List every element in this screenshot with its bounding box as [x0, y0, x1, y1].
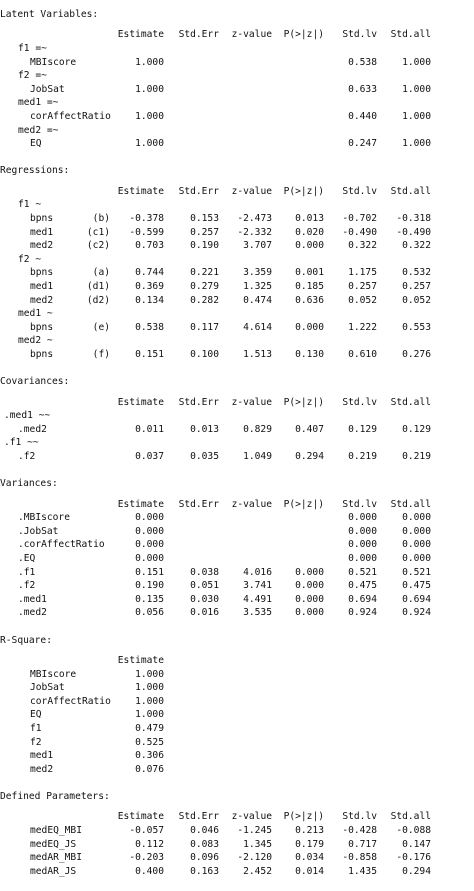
section-title: [0, 164, 474, 177]
cell-value: -2.120: [237, 852, 272, 864]
cell-value: 0.322: [402, 240, 431, 252]
cell-value: 0.276: [402, 349, 431, 360]
row-label: (e): [92, 321, 110, 333]
row-name: .med1: [18, 593, 47, 605]
cell-value: 0.190: [135, 580, 164, 592]
row-label: (c1): [86, 226, 110, 238]
table-row: [0, 239, 474, 252]
cell-value: -0.057: [129, 825, 164, 836]
table-row: [0, 579, 474, 592]
cell-value: -0.702: [342, 213, 377, 224]
cell-value: 0.037: [135, 451, 164, 462]
column-header: Std.lv: [342, 185, 377, 197]
table-row: [0, 525, 474, 538]
cell-value: 0.051: [190, 580, 219, 592]
cell-value: 0.001: [295, 267, 324, 279]
cell-value: 1.000: [135, 111, 164, 122]
cell-value: 4.016: [243, 566, 272, 578]
cell-value: 0.717: [348, 838, 377, 850]
table-row: [0, 83, 474, 96]
table-row: [0, 56, 474, 69]
group-header-row: [0, 307, 474, 320]
row-name: f1: [30, 723, 42, 734]
row-name: bpns: [30, 267, 54, 279]
row-name: MBIscore: [30, 668, 77, 680]
cell-value: 0.829: [243, 423, 272, 435]
cell-value: 0.474: [243, 294, 272, 306]
cell-value: 0.521: [402, 566, 431, 578]
cell-value: 0.117: [190, 321, 219, 333]
cell-value: -1.245: [237, 825, 272, 836]
row-name: .f2: [18, 580, 36, 592]
row-name: med2: [30, 240, 54, 252]
cell-value: 0.000: [135, 539, 164, 551]
table-row: [0, 110, 474, 123]
row-name: medAR_MBI: [30, 852, 82, 864]
table-row: [0, 722, 474, 735]
cell-value: 1.000: [135, 682, 164, 694]
cell-value: -0.176: [396, 852, 431, 864]
cell-value: 0.096: [190, 852, 219, 864]
row-name: f2: [30, 736, 42, 748]
row-name: f2 =~: [18, 70, 47, 82]
row-name: .MBIscore: [18, 512, 70, 524]
cell-value: 0.294: [295, 451, 324, 462]
column-header: z-value: [231, 185, 272, 197]
row-name: .med1 ~~: [4, 410, 51, 422]
column-header: Std.all: [390, 29, 431, 41]
cell-value: 0.000: [295, 607, 324, 619]
cell-value: 1.000: [135, 138, 164, 150]
column-header-row: [0, 810, 474, 823]
cell-value: 1.345: [243, 838, 272, 850]
cell-value: 0.052: [348, 294, 377, 306]
table-row: [0, 593, 474, 606]
row-name: medEQ_MBI: [30, 825, 82, 836]
column-header-row: [0, 654, 474, 667]
cell-value: 0.000: [295, 321, 324, 333]
cell-value: 3.359: [243, 267, 272, 279]
row-name: medAR_JS: [30, 865, 77, 877]
cell-value: 0.369: [135, 281, 164, 292]
row-name: med1: [30, 281, 54, 292]
row-name: f2 ~: [18, 253, 42, 265]
cell-value: 0.083: [190, 838, 219, 850]
group-header-row: [0, 42, 474, 55]
row-name: med1: [30, 226, 54, 238]
cell-value: 1.435: [348, 865, 377, 877]
cell-value: 0.219: [348, 451, 377, 462]
cell-value: 0.475: [402, 580, 431, 592]
cell-value: 0.538: [348, 56, 377, 68]
cell-value: 0.046: [190, 825, 219, 836]
row-name: .med2: [18, 423, 47, 435]
table-row: [0, 212, 474, 225]
cell-value: 0.924: [402, 607, 431, 619]
group-header-row: [0, 334, 474, 347]
cell-value: 0.440: [348, 111, 377, 122]
cell-value: 0.000: [402, 539, 431, 551]
column-header: Estimate: [117, 498, 164, 510]
column-header: Estimate: [117, 396, 164, 408]
cell-value: 2.452: [243, 865, 272, 877]
row-name: med1: [30, 750, 54, 762]
cell-value: 0.000: [295, 593, 324, 605]
section-title: [0, 790, 474, 803]
cell-value: 0.282: [190, 294, 219, 306]
section-title: [0, 8, 474, 21]
table-row: [0, 226, 474, 239]
cell-value: 1.325: [243, 281, 272, 292]
cell-value: 0.100: [190, 349, 219, 360]
cell-value: 1.000: [135, 668, 164, 680]
table-row: [0, 423, 474, 436]
cell-value: 0.475: [348, 580, 377, 592]
cell-value: 0.056: [135, 607, 164, 619]
cell-value: 1.000: [402, 56, 431, 68]
row-label: (b): [92, 213, 110, 224]
cell-value: -0.088: [396, 825, 431, 836]
cell-value: 0.000: [135, 553, 164, 564]
cell-value: 0.030: [190, 593, 219, 605]
row-name: med1 ~: [18, 308, 53, 320]
row-name: .EQ: [18, 553, 36, 564]
cell-value: 0.000: [135, 512, 164, 524]
row-label: (d2): [86, 294, 110, 306]
column-header-row: [0, 185, 474, 198]
cell-value: 0.532: [402, 267, 431, 279]
cell-value: 0.135: [135, 593, 164, 605]
cell-value: 0.257: [402, 281, 431, 292]
cell-value: 1.000: [402, 83, 431, 95]
section-title: [0, 477, 474, 490]
cell-value: 4.614: [243, 321, 272, 333]
cell-value: 3.741: [243, 580, 272, 592]
table-row: [0, 552, 474, 565]
column-header: Estimate: [117, 811, 164, 823]
cell-value: 0.151: [135, 349, 164, 360]
row-name: JobSat: [30, 682, 65, 694]
cell-value: 0.538: [135, 321, 164, 333]
cell-value: 0.306: [135, 750, 164, 762]
cell-value: -0.490: [342, 226, 377, 238]
cell-value: 0.034: [295, 852, 324, 864]
column-header-row: [0, 498, 474, 511]
cell-value: 0.400: [135, 865, 164, 877]
cell-value: 0.257: [348, 281, 377, 292]
column-header: Std.Err: [178, 811, 219, 823]
column-header: z-value: [231, 811, 272, 823]
row-name: f1 =~: [18, 43, 47, 54]
cell-value: 1.000: [402, 138, 431, 150]
table-row: [0, 511, 474, 524]
column-header: z-value: [231, 396, 272, 408]
cell-value: -0.318: [396, 213, 431, 224]
table-row: [0, 294, 474, 307]
table-row: [0, 838, 474, 851]
column-header: Std.Err: [178, 29, 219, 41]
cell-value: 0.000: [348, 525, 377, 537]
column-header: Estimate: [117, 185, 164, 197]
group-header-row: [0, 409, 474, 422]
cell-value: 0.112: [135, 838, 164, 850]
table-row: [0, 736, 474, 749]
row-name: EQ: [30, 138, 42, 150]
row-name: corAffectRatio: [30, 111, 111, 122]
table-row: [0, 749, 474, 762]
column-header: P(>|z|): [283, 396, 324, 408]
column-header: Std.Err: [178, 498, 219, 510]
group-header-row: [0, 69, 474, 82]
cell-value: 0.553: [402, 321, 431, 333]
cell-value: 1.000: [135, 56, 164, 68]
table-row: [0, 668, 474, 681]
table-row: [0, 763, 474, 776]
cell-value: -0.378: [129, 213, 164, 224]
column-header: Std.all: [390, 396, 431, 408]
column-header: P(>|z|): [283, 29, 324, 41]
cell-value: 1.000: [135, 83, 164, 95]
cell-value: 0.610: [348, 349, 377, 360]
row-name: med2: [30, 294, 54, 306]
cell-value: 0.000: [295, 580, 324, 592]
cell-value: 0.294: [402, 865, 431, 877]
table-row: [0, 695, 474, 708]
column-header: Std.lv: [342, 498, 377, 510]
table-row: [0, 137, 474, 150]
cell-value: 1.000: [402, 111, 431, 122]
row-label: (f): [92, 349, 110, 360]
row-name: .med2: [18, 607, 47, 619]
cell-value: 0.703: [135, 240, 164, 252]
cell-value: 0.147: [402, 838, 431, 850]
column-header: Std.lv: [342, 29, 377, 41]
cell-value: 0.000: [295, 566, 324, 578]
row-name: bpns: [30, 213, 54, 224]
row-label: (d1): [86, 281, 110, 292]
cell-value: -0.858: [342, 852, 377, 864]
cell-value: 0.000: [402, 553, 431, 564]
cell-value: 0.694: [348, 593, 377, 605]
row-name: EQ: [30, 709, 42, 721]
cell-value: 0.000: [348, 553, 377, 564]
cell-value: 0.000: [402, 525, 431, 537]
row-name: med2 ~: [18, 335, 53, 347]
cell-value: 0.013: [190, 423, 219, 435]
column-header: P(>|z|): [283, 498, 324, 510]
group-header-row: [0, 96, 474, 109]
cell-value: 0.011: [135, 423, 164, 435]
cell-value: 0.163: [190, 865, 219, 877]
row-name: med1 =~: [18, 97, 59, 109]
group-header-row: [0, 253, 474, 266]
table-row: [0, 348, 474, 361]
cell-value: 4.491: [243, 593, 272, 605]
row-name: .corAffectRatio: [18, 539, 105, 551]
cell-value: -0.599: [129, 226, 164, 238]
column-header: Std.Err: [178, 185, 219, 197]
row-name: med2 =~: [18, 124, 59, 136]
column-header: z-value: [231, 498, 272, 510]
row-name: .JobSat: [18, 525, 59, 537]
row-name: f1 ~: [18, 199, 42, 211]
table-row: [0, 266, 474, 279]
cell-value: 0.134: [135, 294, 164, 306]
cell-value: 0.185: [295, 281, 324, 292]
section-title-text: Defined Parameters:: [0, 791, 110, 802]
cell-value: 3.707: [243, 240, 272, 252]
section-title-text: Variances:: [0, 478, 58, 490]
cell-value: 0.076: [135, 763, 164, 775]
section-title: [0, 634, 474, 647]
cell-value: 0.153: [190, 213, 219, 224]
table-row: [0, 450, 474, 463]
table-row: [0, 280, 474, 293]
cell-value: 0.035: [190, 451, 219, 462]
row-name: corAffectRatio: [30, 695, 111, 707]
cell-value: 0.636: [295, 294, 324, 306]
cell-value: 0.000: [295, 240, 324, 252]
cell-value: 0.000: [348, 539, 377, 551]
cell-value: 0.279: [190, 281, 219, 292]
row-name: JobSat: [30, 83, 65, 95]
cell-value: 0.000: [135, 525, 164, 537]
cell-value: 0.407: [295, 423, 324, 435]
cell-value: 0.744: [135, 267, 164, 279]
table-row: [0, 865, 474, 878]
row-name: med2: [30, 763, 54, 775]
row-name: bpns: [30, 349, 54, 360]
row-name: .f1 ~~: [4, 437, 39, 449]
row-name: .f1: [18, 566, 36, 578]
section-title: [0, 375, 474, 388]
cell-value: 1.000: [135, 695, 164, 707]
row-name: medEQ_JS: [30, 838, 77, 850]
cell-value: 3.535: [243, 607, 272, 619]
row-label: (a): [92, 267, 110, 279]
cell-value: 1.222: [348, 321, 377, 333]
row-name: .f2: [18, 451, 36, 462]
group-header-row: [0, 198, 474, 211]
cell-value: 0.020: [295, 226, 324, 238]
cell-value: 0.213: [295, 825, 324, 836]
row-label: (c2): [86, 240, 110, 252]
column-header: Std.lv: [342, 396, 377, 408]
cell-value: 0.052: [402, 294, 431, 306]
cell-value: 0.257: [190, 226, 219, 238]
cell-value: 0.247: [348, 138, 377, 150]
cell-value: 0.013: [295, 213, 324, 224]
cell-value: 0.633: [348, 83, 377, 95]
cell-value: 0.151: [135, 566, 164, 578]
column-header-row: [0, 28, 474, 41]
table-row: [0, 606, 474, 619]
table-row: [0, 681, 474, 694]
column-header: Std.all: [390, 185, 431, 197]
cell-value: 0.016: [190, 607, 219, 619]
cell-value: -2.473: [237, 213, 272, 224]
table-row: [0, 538, 474, 551]
column-header: Std.all: [390, 498, 431, 510]
cell-value: 0.322: [348, 240, 377, 252]
column-header: P(>|z|): [283, 811, 324, 823]
cell-value: -0.490: [396, 226, 431, 238]
cell-value: -0.428: [342, 825, 377, 836]
column-header-row: [0, 396, 474, 409]
group-header-row: [0, 436, 474, 449]
cell-value: -2.332: [237, 226, 272, 238]
column-header: Estimate: [117, 655, 164, 666]
section-title-text: Latent Variables:: [0, 9, 99, 20]
table-row: [0, 851, 474, 864]
row-name: MBIscore: [30, 56, 77, 68]
cell-value: 1.175: [348, 267, 377, 279]
column-header: Std.lv: [342, 811, 377, 823]
table-row: [0, 566, 474, 579]
cell-value: 0.525: [135, 736, 164, 748]
row-name: bpns: [30, 321, 54, 333]
cell-value: 1.049: [243, 451, 272, 462]
cell-value: 0.479: [135, 723, 164, 734]
column-header: Std.all: [390, 811, 431, 823]
cell-value: 0.924: [348, 607, 377, 619]
table-row: [0, 321, 474, 334]
cell-value: 0.221: [190, 267, 219, 279]
cell-value: -0.203: [129, 852, 164, 864]
table-row: [0, 824, 474, 837]
cell-value: 0.190: [190, 240, 219, 252]
cell-value: 0.129: [348, 423, 377, 435]
cell-value: 0.000: [348, 512, 377, 524]
cell-value: 1.000: [135, 709, 164, 721]
cell-value: 0.130: [295, 349, 324, 360]
column-header: Estimate: [117, 29, 164, 41]
cell-value: 0.014: [295, 865, 324, 877]
cell-value: 0.694: [402, 593, 431, 605]
section-title-text: Regressions:: [0, 165, 70, 177]
section-title-text: R-Square:: [0, 634, 52, 646]
cell-value: 1.513: [243, 349, 272, 360]
table-row: [0, 708, 474, 721]
column-header: z-value: [231, 29, 272, 41]
section-title-text: Covariances:: [0, 376, 70, 388]
cell-value: 0.038: [190, 566, 219, 578]
cell-value: 0.521: [348, 566, 377, 578]
group-header-row: [0, 124, 474, 137]
column-header: Std.Err: [178, 396, 219, 408]
cell-value: 0.219: [402, 451, 431, 462]
cell-value: 0.179: [295, 838, 324, 850]
cell-value: 0.129: [402, 423, 431, 435]
cell-value: 0.000: [402, 512, 431, 524]
column-header: P(>|z|): [283, 185, 324, 197]
